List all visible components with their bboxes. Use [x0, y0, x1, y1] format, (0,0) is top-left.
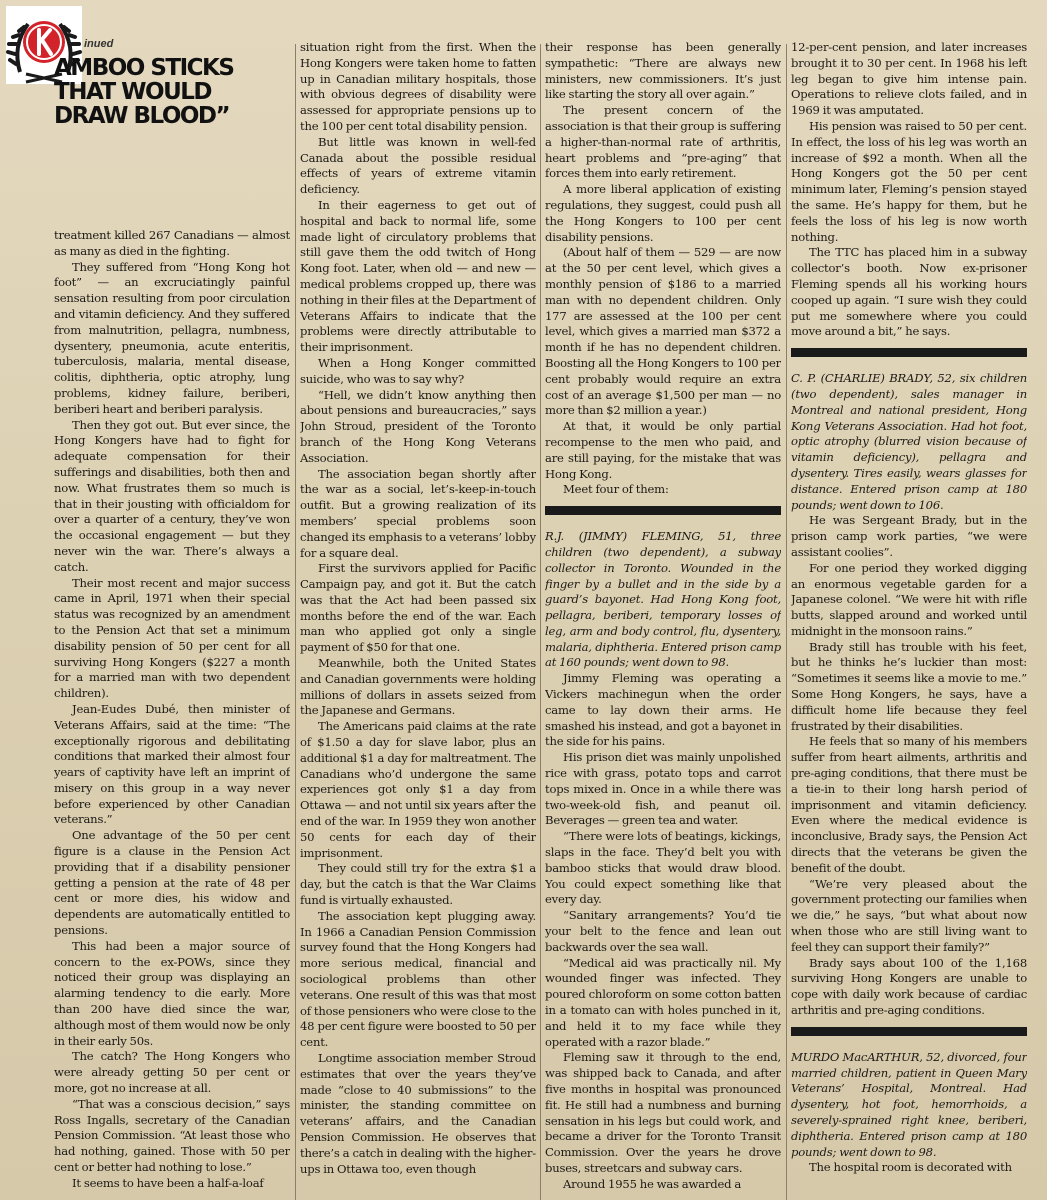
article-paragraph: The present concern of the association is that their group is suffering a higher-than-normal rate of arthritis, heart problems and “pre-aging” that forces them into early retirement. [545, 103, 781, 181]
article-paragraph: “That was a conscious decision,” says Ross Ingalls, secretary of the Canadian Pension Commission. “At least those who had nothing, gained. Those with 50 per cent or better had nothing to lose.” [54, 1096, 290, 1175]
article-paragraph: 12-per-cent pension, and later increases brought it to 30 per cent. In 1968 his left leg began to give him intense pain. Operations to relieve clots failed, and in 1969 it was amputated. [791, 40, 1027, 118]
article-paragraph: situation right from the first. When the Hong Kongers were taken home to fatten up in Canadian military hospitals, those with obvious degrees of disability were assessed for appropriate pensions up to the 100 per cent total disability pension. [300, 40, 536, 133]
article-paragraph: One advantage of the 50 per cent figure is a clause in the Pension Act providing that if a disability pensioner getting a pension at the rate of 48 per cent or more dies, his widow and dependents are automatically entitled to pensions. [54, 828, 290, 938]
article-paragraph: Around 1955 he was awarded a [563, 1176, 742, 1191]
headline-line: THAT WOULD [54, 79, 211, 105]
section-rule [791, 348, 1027, 357]
profile-summary: MURDO MacARTHUR, 52, divorced, four married children, patient in Queen Mary Veterans’ Hospital, Montreal. Had dysentery, hot foot, hemorrhoids, a severely-sprained right knee, beriberi, diphtheria. Entered prison camp at 180 pounds; went down to 98. [791, 1049, 1027, 1159]
article-paragraph: At that, it would be only partial recompense to the men who paid, and are still paying, for the mistake that was Hong Kong. [545, 419, 781, 481]
section-rule [791, 1027, 1027, 1036]
column-divider [540, 44, 541, 1200]
article-paragraph: The Americans paid claims at the rate of $1.50 a day for slave labor, plus an additional $1 a day for maltreatment. The Canadians who’d undergone the same experiences got only $1 a day from Ottawa — and not until six years after the end of the war. In 1959 they won another 50 cents for each day of their imprisonment. [300, 719, 536, 860]
article-paragraph: This had been a major source of concern to the ex-POWs, since they noticed their group was displaying an alarming tendency to die early. More than 200 have died since the war, although most of them would now be only in their early 50s. [54, 938, 290, 1048]
headline-line: DRAW BLOOD” [54, 103, 230, 129]
article-paragraph: Their most recent and major success came in April, 1971 when their special status was recognized by an amendment to the Pension Act that set a minimum disability pension of 50 per cent for all surviving Hong Kongers ($227 a month for a married man with two dependent children). [54, 575, 290, 701]
article-paragraph: For one period they worked digging an enormous vegetable garden for a Japanese colonel. “We were hit with rifle butts, slapped around and worked until midnight in the monsoon rains.” [791, 560, 1027, 638]
profile-summary: R.J. (JIMMY) FLEMING, 51, three children (two dependent), a subway collector in Toronto. Wounded in the finger by a bullet and in the side by a guard’s bayonet. Had Hong Kong foot, pellagra, beriberi, temporary losses of leg, arm and body control, flu, dysentery, malaria, diphtheria. Entered prison camp at 160 pounds; went down to 98. [545, 529, 781, 670]
article-paragraph: Longtime association member Stroud estimates that over the years they’ve made “close to 40 submissions” to the minister, the standing committee on veterans’ affairs, and the Canadian Pension Commission. He observes that there’s a catch in dealing with the higher-ups in Ottawa too, even though [300, 1051, 536, 1176]
article-column-2 [300, 40, 536, 1200]
article-paragraph: Fleming saw it through to the end, was shipped back to Canada, and after five months in hospital was pronounced fit. He still had a numbness and burning sensation in his legs but could work, and became a driver for the Toronto Transit Commission. Over the years he drove buses, streetcars and subway cars. [545, 1050, 781, 1175]
article-paragraph: Then they got out. But ever since, the Hong Kongers have had to fight for adequate compensation for their sufferings and disabilities, both then and now. What frustrates them so much is that in their jousting with officialdom for over a quarter of a century, they’ve won the occasional engagement — but they never win the war. There’s always a catch. [54, 417, 290, 574]
article-column-3 [545, 40, 781, 1200]
article-paragraph: His pension was raised to 50 per cent. In effect, the loss of his leg was worth an increase of $92 a month. When all the Hong Kongers got the 50 per cent minimum later, Fleming’s pension stayed the same. He’s happy for them, but he feels the loss of his leg is now worth nothing. [791, 118, 1027, 244]
article-paragraph: When a Hong Konger committed suicide, who was to say why? [300, 355, 536, 386]
article-paragraph: “We’re very pleased about the government protecting our families when we die,” he says, “but what about now when those who are still living want to feel they can support their family?” [791, 876, 1027, 954]
article-paragraph: their response has been generally sympathetic: “There are always new ministers, new commissioners. It’s just like starting the story all over again.” [545, 40, 781, 102]
article-paragraph: The catch? The Hong Kongers who were already getting 50 per cent or more, got no increase at all. [54, 1049, 290, 1096]
article-paragraph: The association began shortly after the war as a social, let’s-keep-in-touch outfit. But a growing realization of its members’ special problems soon changed its emphasis to a veterans’ lobby for a square deal. [300, 466, 536, 560]
article-paragraph: He was Sergeant Brady, but in the prison camp work parties, “we were assistant coolies”. [791, 513, 1027, 559]
article-paragraph: Meanwhile, both the United States and Canadian governments were holding millions of dollars in assets seized from the Japanese and Germans. [300, 656, 536, 718]
profile-summary: C. P. (CHARLIE) BRADY, 52, six children (two dependent), sales manager in Montreal and national president, Hong Kong Veterans Association. Had hot foot, optic atrophy (blurred vision because of vitamin deficiency), pellagra and dysentery. Tires easily, wears glasses for distance. Entered prison camp at 180 pounds; went down to 106. [791, 371, 1027, 512]
section-rule [545, 506, 781, 515]
article-paragraph: A more liberal application of existing regulations, they suggest, could push all the Hong Kongers to 100 per cent disability pensions. [545, 182, 781, 244]
article-paragraph: Meet four of them: [563, 482, 669, 497]
article-paragraph: He feels that so many of his members suffer from heart ailments, arthritis and pre-aging conditions, that there must be a tie-in to their long harsh period of imprisonment and vitamin deficiency. Even where the medical evidence is inconclusive, Brady says, the Pension Act directs that the veterans be given the benefit of the doubt. [791, 734, 1027, 875]
article-paragraph: But little was known in well-fed Canada about the possible residual effects of years of extreme vitamin deficiency. [300, 134, 536, 197]
article-paragraph: “Hell, we didn’t know anything then about pensions and bureaucracies,” says John Stroud, president of the Toronto branch of the Hong Kong Veterans Association. [300, 387, 536, 465]
article-paragraph: The TTC has placed him in a subway collector’s booth. Now ex-prisoner Fleming spends all his working hours cooped up again. “I sure wish they could put me somewhere where you could move around a bit,” he says. [791, 245, 1027, 339]
article-column-1 [54, 228, 290, 1200]
article-paragraph: First the survivors applied for Pacific Campaign pay, and got it. But the catch was that the Act had been passed six months before the end of the war. Each man who applied got only a single payment of $50 for that one. [300, 561, 536, 655]
article-paragraph: They suffered from “Hong Kong hot foot” — an excruciatingly painful sensation resulting from poor circulation and vitamin deficiency. And they suffered from malnutrition, pellagra, numbness, dysentery, pneumonia, acute enteritis, tuberculosis, malaria, mental disease, colitis, diphtheria, optic atrophy, lung problems, kidney failure, beriberi, beriberi heart and beriberi paralysis. [54, 259, 290, 416]
article-headline [54, 56, 294, 128]
article-paragraph: It seems to have been a half-a-loaf [72, 1175, 264, 1190]
article-paragraph: They could still try for the extra $1 a day, but the catch is that the War Claims fund is virtually exhausted. [300, 861, 536, 908]
column-divider [786, 44, 787, 1200]
article-paragraph: The hospital room is decorated with [809, 1160, 1012, 1175]
article-paragraph: treatment killed 267 Canadians — almost as many as died in the fighting. [54, 228, 290, 258]
continued-label: inued [84, 38, 114, 50]
article-column-4 [791, 40, 1027, 1200]
article-paragraph: Brady still has trouble with his feet, but he thinks he’s luckier than most: “Sometimes it seems like a movie to me.” Some Hong Kongers, he says, have a difficult home life because they feel frustrated by their disabilities. [791, 639, 1027, 733]
article-paragraph: “Medical aid was practically nil. My wounded finger was infected. They poured chloroform on some cotton batten in a tomato can with holes punched in it, and held it to my face while they operated with a razor blade.” [545, 955, 781, 1049]
article-paragraph: (About half of them — 529 — are now at the 50 per cent level, which gives a monthly pension of $186 to a married man with no dependent children. Only 177 are assessed at the 100 per cent level, which gives a married man $372 a month if he has no dependent children. Boosting all the Hong Kongers to 100 per cent probably would require an extra cost of an average $1,500 per man — no more than $2 million a year.) [545, 245, 781, 418]
article-paragraph: In their eagerness to get out of hospital and back to normal life, some made light of circulatory problems that still gave them the odd twitch of Hong Kong foot. Later, when old — and new — medical problems cropped up, there was nothing in their files at the Department of Veterans Affairs to indicate that the problems were directly attributable to their imprisonment. [300, 197, 536, 355]
article-paragraph: “There were lots of beatings, kickings, slaps in the face. They’d belt you with bamboo sticks that would draw blood. You could expect something like that every day. [545, 829, 781, 907]
article-paragraph: “Sanitary arrangements? You’d tie your belt to the fence and lean out backwards over the sea wall. [545, 908, 781, 954]
headline-line: AMBOO STICKS [54, 55, 234, 81]
article-paragraph: Brady says about 100 of the 1,168 surviving Hong Kongers are unable to cope with daily work because of cardiac arthritis and pre-aging conditions. [791, 955, 1027, 1018]
article-paragraph: The association kept plugging away. In 1966 a Canadian Pension Commission survey found that the Hong Kongers had more serious medical, financial and sociological problems than other veterans. One result of this was that most of those pensioners who were close to the 48 per cent figure were boosted to 50 per cent. [300, 908, 536, 1050]
article-paragraph: His prison diet was mainly unpolished rice with grass, potato tops and carrot tops mixed in. Once in a while there was two-week-old fish, and peanut oil. Beverages — green tea and water. [545, 750, 781, 828]
column-divider [295, 44, 296, 1200]
article-paragraph: Jean-Eudes Dubé, then minister of Veterans Affairs, said at the time: “The exceptionally rigorous and debilitating conditions that marked their almost four years of captivity have left an imprint of misery on this group in a way never before experienced by other Canadian veterans.” [54, 701, 290, 827]
article-paragraph: Jimmy Fleming was operating a Vickers machinegun when the order came to lay down their arms. He smashed his instead, and got a bayonet in the side for his pains. [545, 671, 781, 749]
